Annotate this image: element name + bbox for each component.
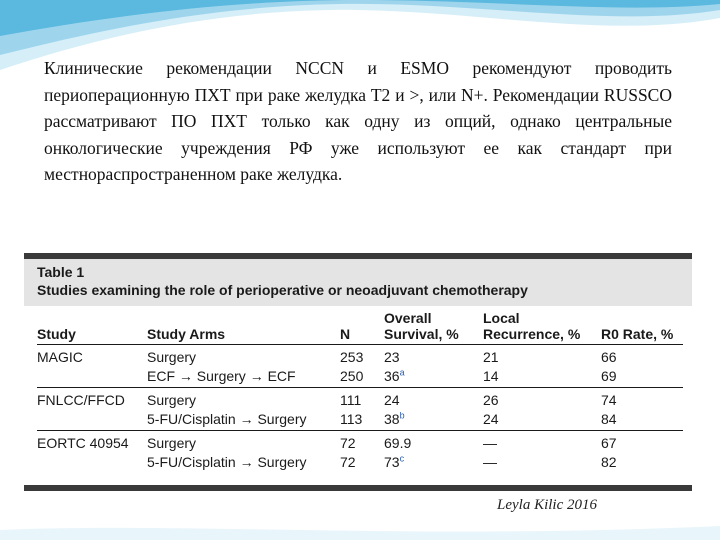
cell-os: [384, 410, 483, 431]
cell-os: [384, 453, 483, 472]
os-value: 69.9: [384, 435, 412, 451]
cell-n: 113: [340, 410, 384, 431]
cell-lr: —: [483, 435, 497, 451]
os-footnote-marker: b: [399, 410, 405, 421]
author-signature: Leyla Kilic 2016: [497, 497, 597, 513]
cell-n: 72: [340, 454, 356, 470]
cell-arm: 5-FU/Cisplatin → Surgery: [147, 454, 307, 470]
os-value: 38: [384, 411, 400, 427]
os-footnote-marker: a: [399, 367, 405, 378]
table-row: [37, 453, 683, 472]
header-overall-survival: [384, 306, 483, 345]
table-row: [37, 367, 683, 388]
cell-os: [384, 431, 483, 454]
studies-table: [37, 306, 683, 472]
cell-lr: —: [483, 454, 497, 470]
table-row: [37, 431, 683, 454]
cell-n: 253: [340, 349, 364, 365]
table-label: Table 1: [37, 264, 85, 280]
cell-os: [384, 388, 483, 411]
cell-n: 111: [340, 392, 362, 408]
cell-r0: 67: [601, 435, 617, 451]
cell-lr: 14: [483, 367, 601, 388]
header-n: N: [340, 306, 384, 345]
cell-arm: ECF → Surgery → ECF: [147, 367, 340, 388]
header-lr-line2: Recurrence, %: [483, 326, 581, 342]
cell-arm: Surgery: [147, 349, 197, 365]
os-value: 73: [384, 454, 400, 470]
header-r0-rate: R0 Rate, %: [601, 306, 683, 345]
cell-lr: 21: [483, 349, 499, 365]
cell-study: [37, 453, 147, 472]
header-study-arms: Study Arms: [147, 306, 340, 345]
header-os-line1: Overall: [384, 310, 432, 326]
cell-r0: 74: [601, 392, 617, 408]
cell-arm: Surgery: [147, 392, 197, 408]
cell-os: [384, 345, 483, 368]
os-footnote-marker: c: [399, 453, 405, 464]
cell-arm: 5-FU/Cisplatin → Surgery: [147, 410, 340, 431]
table-row: [37, 410, 683, 431]
cell-study: MAGIC: [37, 349, 83, 365]
cell-arm: Surgery: [147, 435, 197, 451]
cell-lr: 26: [483, 392, 499, 408]
cell-study: EORTC 40954: [37, 435, 129, 451]
cell-study: [37, 367, 147, 388]
table-header-row: [37, 306, 683, 345]
decorative-bottom-wave: [0, 500, 720, 540]
cell-lr: 24: [483, 410, 601, 431]
cell-study: [37, 410, 147, 431]
os-value: 24: [384, 392, 400, 408]
cell-r0: 69: [601, 367, 683, 388]
cell-study: FNLCC/FFCD: [37, 392, 125, 408]
os-value: 36: [384, 368, 400, 384]
header-study: Study: [37, 306, 147, 345]
cell-r0: 82: [601, 454, 617, 470]
table-title: Studies examining the role of perioperative or neoadjuvant chemotherapy: [37, 282, 528, 298]
cell-os: [384, 367, 483, 388]
study-table-figure: [24, 253, 692, 491]
os-value: 23: [384, 349, 400, 365]
table-caption: [24, 259, 692, 306]
cell-r0: 66: [601, 349, 617, 365]
header-local-recurrence: [483, 306, 601, 345]
intro-paragraph: Клинические рекомендации NCCN и ESMO рекомендуют проводить периоперационную ПХТ при раке желудка T2 и >, или N+. Рекомендации RUSSCO рассматривают ПО ПХТ только как одну из опций, однако центральные онкологические учреждения РФ уже используют ее как стандарт при местнораспространенном раке желудка.: [44, 58, 672, 184]
header-os-line2: Survival, %: [384, 326, 459, 342]
table-row: [37, 345, 683, 368]
header-lr-line1: Local: [483, 310, 520, 326]
table-row: [37, 388, 683, 411]
cell-n: 250: [340, 367, 384, 388]
cell-n: 72: [340, 435, 356, 451]
cell-r0: 84: [601, 410, 683, 431]
